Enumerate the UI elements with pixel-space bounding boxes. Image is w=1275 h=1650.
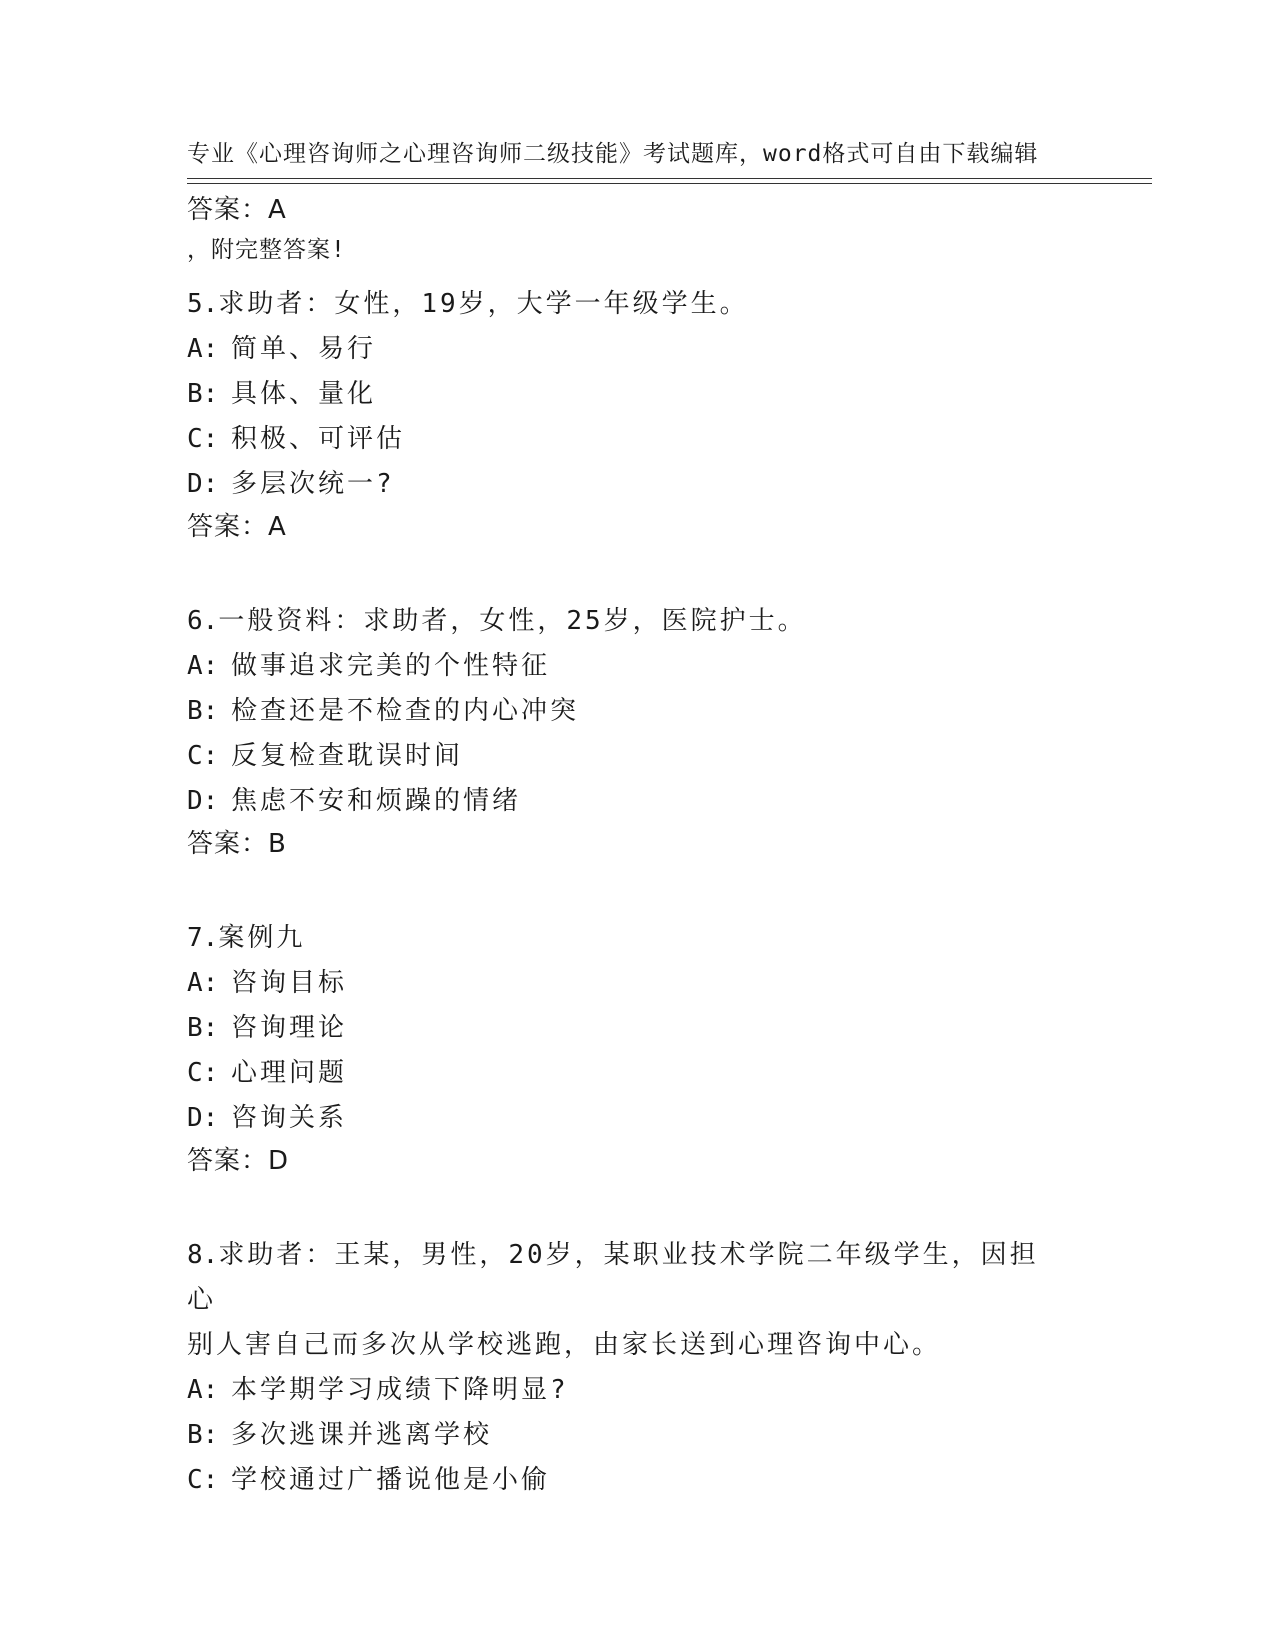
option-item <box>187 1413 1067 1458</box>
question-stem <box>187 282 1067 327</box>
question-stem <box>187 916 1067 961</box>
option-key: D: <box>187 1103 219 1133</box>
option-text: 咨询目标 <box>231 968 348 998</box>
option-item <box>187 734 1067 779</box>
option-key: B: <box>187 1420 219 1450</box>
option-text: 焦虑不安和烦躁的情绪 <box>231 786 522 816</box>
option-item <box>187 1006 1067 1051</box>
question-text: 案例九 <box>218 923 306 953</box>
option-key: D: <box>187 786 219 816</box>
option-item <box>187 1051 1067 1096</box>
answer-line: 答案：A <box>187 512 287 542</box>
option-item <box>187 1368 1067 1413</box>
option-text: 积极、可评估 <box>231 424 406 454</box>
answer-line: 答案：B <box>187 829 287 859</box>
option-item <box>187 327 1067 372</box>
option-text: 多次逃课并逃离学校 <box>231 1420 493 1450</box>
option-key: C: <box>187 424 219 454</box>
option-item <box>187 372 1067 417</box>
question-list <box>187 190 1067 1503</box>
option-text: 多层次统一? <box>231 469 395 499</box>
option-text: 反复检查耽误时间 <box>231 741 464 771</box>
question-text: 求助者：女性，19岁，大学一年级学生。 <box>218 289 749 319</box>
option-key: B: <box>187 1013 219 1043</box>
option-item <box>187 644 1067 689</box>
question-number: 8. <box>187 1240 219 1270</box>
option-key: D: <box>187 469 219 499</box>
question-item <box>187 599 1067 869</box>
question-stem <box>187 599 1067 644</box>
option-key: B: <box>187 379 219 409</box>
option-item <box>187 417 1067 462</box>
option-key: C: <box>187 741 219 771</box>
question-number: 5. <box>187 289 219 319</box>
option-text: 咨询关系 <box>231 1103 348 1133</box>
question-stem <box>187 1233 1067 1323</box>
option-text: 心理问题 <box>231 1058 348 1088</box>
option-text: 做事追求完美的个性特征 <box>231 651 551 681</box>
question-text: 一般资料：求助者，女性，25岁，医院护士。 <box>218 606 807 636</box>
option-item <box>187 1458 1067 1503</box>
option-text: 具体、量化 <box>231 379 377 409</box>
option-item <box>187 462 1067 507</box>
answer-line: 答案：A <box>187 195 287 225</box>
option-key: A: <box>187 968 219 998</box>
option-key: A: <box>187 651 219 681</box>
question-item <box>187 282 1067 552</box>
option-text: 本学期学习成绩下降明显? <box>231 1375 569 1405</box>
question-number: 7. <box>187 923 219 953</box>
option-item <box>187 1096 1067 1141</box>
option-key: B: <box>187 696 219 726</box>
option-text: 简单、易行 <box>231 334 377 364</box>
option-key: C: <box>187 1465 219 1495</box>
option-item <box>187 961 1067 1006</box>
option-item <box>187 779 1067 824</box>
question-stem-continued: 别人害自己而多次从学校逃跑，由家长送到心理咨询中心。 <box>187 1330 942 1360</box>
option-text: 检查还是不检查的内心冲突 <box>231 696 580 726</box>
question-item <box>187 916 1067 1186</box>
question-item <box>187 1233 1067 1503</box>
answer-line: 答案：D <box>187 1146 290 1176</box>
question-number: 6. <box>187 606 219 636</box>
header-line-2: ，附完整答案! <box>187 237 346 263</box>
option-key: A: <box>187 1375 219 1405</box>
option-item <box>187 689 1067 734</box>
option-text: 学校通过广播说他是小偷 <box>231 1465 551 1495</box>
option-text: 咨询理论 <box>231 1013 348 1043</box>
header-double-rule <box>187 178 1152 184</box>
header-line-1: 专业《心理咨询师之心理咨询师二级技能》考试题库，word格式可自由下载编辑 <box>187 141 1039 167</box>
option-key: A: <box>187 334 219 364</box>
question-text: 求助者：王某，男性，20岁，某职业技术学院二年级学生，因担心 <box>187 1240 1039 1315</box>
option-key: C: <box>187 1058 219 1088</box>
